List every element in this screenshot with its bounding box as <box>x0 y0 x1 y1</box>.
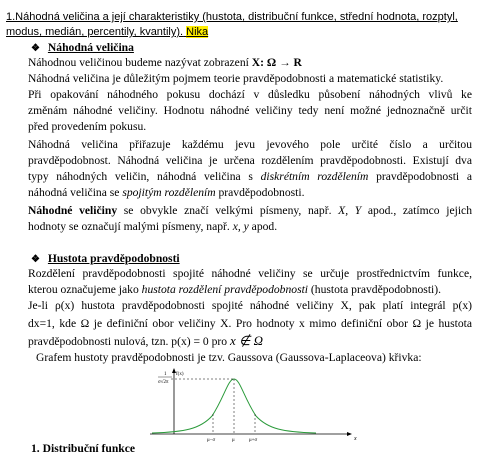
paragraph-line: pravděpodobnost. Náhodná veličina je určena rozdělením pravděpodobnosti. Existují dva <box>28 154 472 167</box>
peak-label-denominator: σ√2π <box>158 380 169 385</box>
paragraph-line: před provedením pokusu. <box>28 120 147 133</box>
paragraph-line: Náhodná veličina přiřazuje každému jevu jevového pole určité číslo a určitou <box>28 138 472 151</box>
paragraph-line: kterou označujeme jako hustota rozdělení pravděpodobnosti (hustota pravděpodobnosti). <box>28 283 442 296</box>
paragraph-line: Náhodné veličiny se obvykle značí velkými písmeny, např. X, Y apod., zatímco jejich <box>28 204 472 217</box>
heading-text: 1.Náhodná veličina a její charakteristiky (hustota, distribuční funkce, střední hodnota, rozptyl, modus, medián, percentily, kvantily). <box>6 11 458 38</box>
peak-label-numerator: 1 <box>164 372 167 377</box>
highlighted-author: Nika <box>186 26 209 38</box>
tick-label-plus-sigma: μ+σ <box>249 438 258 442</box>
diamond-bullet-icon: ❖ <box>31 43 40 54</box>
paragraph-line: náhodná veličina se spojitým rozdělením pravděpodobnosti. <box>28 186 305 199</box>
tick-label-minus-sigma: μ−σ <box>207 438 216 442</box>
paragraph-line: Při opakování náhodného pokusu dochází v důsledku působení náhodných vlivů ke <box>28 88 472 101</box>
x-axis-label: x <box>354 436 357 442</box>
paragraph-line: Rozdělení pravděpodobnosti spojité náhodné veličiny se určuje prostřednictvím funkce, <box>28 267 472 280</box>
paragraph-line: Grafem hustoty pravděpodobnosti je tzv. Gaussova (Gaussova-Laplaceova) křivka: <box>36 351 422 364</box>
next-section-partial: 1. Distribuční funkce <box>31 442 136 455</box>
gaussian-curve-figure <box>110 368 360 442</box>
paragraph-line: dx=1, kde Ω je definiční obor veličiny X. Pro hodnoty x mimo definiční obor Ω je hustota <box>28 317 472 330</box>
tick-label-mean: μ <box>232 438 235 442</box>
section-title-density: ❖ Hustota pravděpodobnosti <box>31 252 180 265</box>
paragraph-line: Náhodnou veličinou budeme nazývat zobrazení X: Ω → R <box>28 56 302 69</box>
paragraph-line: hodnoty se označují malými písmeny, např. x, y apod. <box>28 220 278 233</box>
document-heading <box>6 10 472 40</box>
x-axis-arrow-icon <box>347 432 352 436</box>
paragraph-line: typy náhodných veličin, náhodná veličina s diskrétním rozdělením pravděpodobnosti a <box>28 170 472 183</box>
paragraph-line: Je-li ρ(x) hustota pravděpodobnosti spojité náhodné veličiny X, pak platí integrál p(x) <box>28 299 472 312</box>
paragraph-line: Náhodná veličina je důležitým pojmem teorie pravděpodobnosti a matematické statistiky. <box>28 72 444 85</box>
paragraph-line: změnám náhodné veličiny. Hodnotu náhodné veličiny tedy není možné jednoznačně určit <box>28 104 472 117</box>
diamond-bullet-icon: ❖ <box>31 254 40 265</box>
paragraph-line: pravděpodobnosti nulová, tzn. p(x) = 0 pro x ∉ Ω <box>28 333 263 348</box>
y-axis-label: f(x) <box>176 372 184 377</box>
section-title-random-variable: ❖ Náhodná veličina <box>31 41 134 54</box>
